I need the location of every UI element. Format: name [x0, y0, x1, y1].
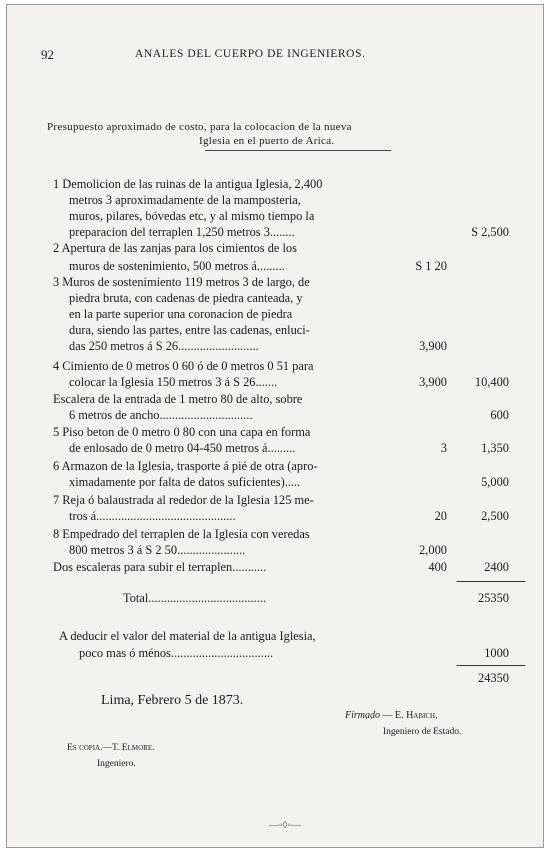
subtitle-underline: [205, 150, 391, 151]
budget-line: Dos escaleras para subir el terraplen...........: [53, 560, 267, 574]
partial-amount: 20: [434, 509, 447, 523]
budget-line: preparacion del terraplen 1,250 metros 3........: [69, 225, 295, 239]
sum-rule-bottom: [457, 665, 525, 666]
budget-line: 6 metros de ancho..............................: [69, 408, 253, 422]
line-amount: 1,350: [481, 441, 509, 455]
partial-amount: 2,000: [419, 543, 447, 557]
signature-firmado: [345, 710, 438, 721]
partial-amount: 3,900: [419, 339, 447, 353]
budget-line: en la parte superior una coronacion de piedra: [69, 307, 293, 321]
partial-amount: 400: [428, 560, 447, 574]
sum-rule-top: [457, 581, 525, 582]
line-amount: 5,000: [481, 475, 509, 489]
budget-line: 6 Armazon de la Iglesia, trasporte á pié de otra (apro-: [53, 459, 318, 473]
budget-line: tros á.............................................: [69, 509, 236, 523]
line-amount: 2400: [484, 560, 509, 574]
line-amount: S 2,500: [471, 225, 509, 239]
budget-line: muros de sostenimiento, 500 metros á.........: [69, 259, 285, 273]
budget-line: metros 3 aproximadamente de la mamposteria,: [69, 193, 301, 207]
running-title: ANALES DEL CUERPO DE INGENIEROS.: [135, 48, 366, 60]
budget-line: 800 metros 3 á S 2 50......................: [69, 543, 246, 557]
budget-line: 3 Muros de sostenimiento 119 metros 3 de largo, de: [53, 275, 310, 289]
partial-amount: S 1 20: [415, 259, 447, 273]
budget-line: piedra bruta, con cadenas de piedra canteada, y: [69, 291, 303, 305]
partial-amount: 3,900: [419, 375, 447, 389]
line-amount: 600: [490, 408, 509, 422]
copy-line: Es copia.—T. Elmore.: [67, 743, 155, 753]
budget-line: de enlosado de 0 metro 04-450 metros á.........: [69, 441, 296, 455]
budget-line: dura, siendo las partes, entre las cadenas, enluci-: [69, 323, 310, 337]
budget-line: colocar la Iglesia 150 metros 3 á S 26.......: [69, 375, 278, 389]
line-amount: 10,400: [474, 375, 509, 389]
firmado-name: — E. Habich.: [382, 710, 438, 721]
signature-title: Ingeniero de Estado.: [383, 727, 462, 737]
net-value: 24350: [478, 671, 509, 685]
budget-line: muros, pilares, bóvedas etc, y al mismo tiempo la: [69, 209, 315, 223]
budget-line: Escalera de la entrada de 1 metro 80 de alto, sobre: [53, 392, 303, 406]
copy-title: Ingeniero.: [97, 759, 136, 769]
page-number: 92: [41, 47, 54, 62]
subtitle-line-2: Iglesia en el puerto de Arica.: [199, 135, 335, 147]
line-amount: 2,500: [481, 509, 509, 523]
ornament-icon: —◦◊◦—: [269, 820, 302, 831]
budget-line: 7 Reja ó balaustrada al rededor de la Iglesia 125 me-: [53, 493, 314, 507]
budget-line: 5 Piso beton de 0 metro 0 80 con una capa en forma: [53, 425, 311, 439]
firmado-label: Firmado: [345, 710, 380, 721]
budget-line: das 250 metros á S 26..........................: [69, 339, 259, 353]
subtitle-line-1: Presupuesto aproximado de costo, para la colocacion de la nueva: [47, 121, 352, 133]
deduct-line-1: A deducir el valor del material de la antigua Iglesia,: [59, 629, 316, 643]
document-page: [6, 4, 544, 848]
budget-line: ximadamente por falta de datos suficientes).....: [69, 475, 301, 489]
deduct-value: 1000: [484, 646, 509, 660]
partial-amount: 3: [440, 441, 447, 455]
deduct-line-2: poco mas ó ménos.................................: [79, 646, 274, 660]
budget-line: 2 Apertura de las zanjas para los cimientos de los: [53, 241, 297, 255]
budget-line: 1 Demolicion de las ruinas de la antigua Iglesia, 2,400: [53, 177, 323, 191]
budget-line: 4 Cimiento de 0 metros 0 60 ó de 0 metros 0 51 para: [53, 359, 314, 373]
total-value: 25350: [478, 591, 509, 605]
budget-line: 8 Empedrado del terraplen de la Iglesia con veredas: [53, 527, 310, 541]
total-label: Total......................................: [123, 591, 266, 605]
date-line: Lima, Febrero 5 de 1873.: [101, 693, 244, 708]
